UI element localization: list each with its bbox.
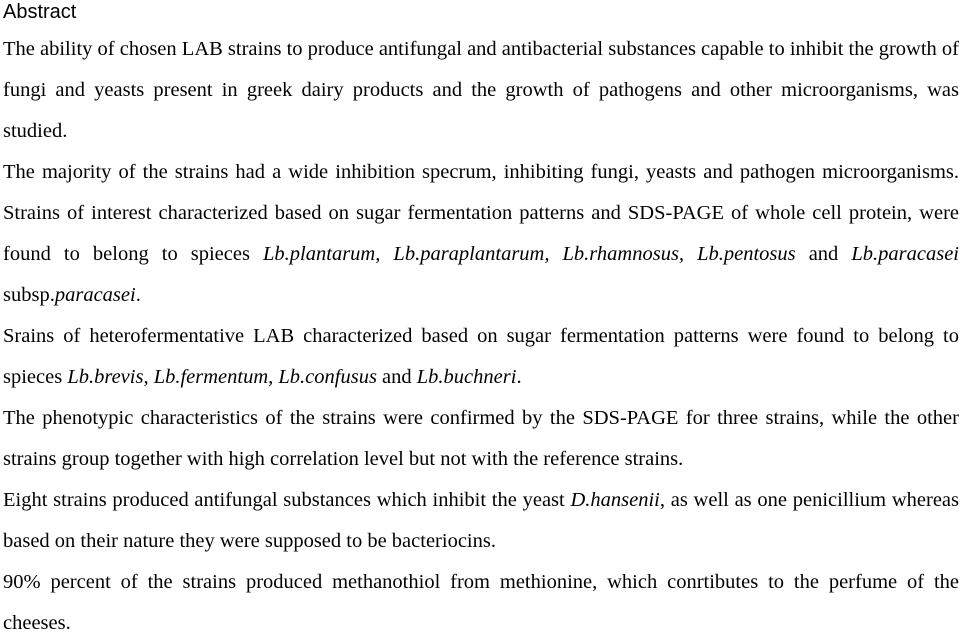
body-text: and [795, 243, 852, 265]
abstract-paragraph-4 [3, 398, 959, 480]
document-page [3, 0, 959, 644]
abstract-paragraph-5 [3, 480, 959, 562]
abstract-heading: Abstract [3, 1, 77, 23]
species-name-text: Lb.paracasei [851, 243, 959, 265]
species-name-text: Lb.brevis, Lb.fermentum, Lb.confusus [67, 366, 377, 388]
body-text: Srains of heterofermentative LAB characterized based on sugar fermentation patterns were found to belong to spieces [3, 325, 959, 388]
abstract-paragraph-6 [3, 562, 959, 644]
body-text: , as well as one penicillium whereas based on their nature they were supposed to be bacteriocins. [3, 489, 959, 552]
abstract-paragraph-2 [3, 152, 959, 316]
body-text: The majority of the strains had a wide inhibition specrum, inhibiting fungi, yeasts and pathogen microorganisms. Strains of interest characterized based on sugar fermentation patterns and SDS-PAGE of whole cell protein, were found to belong to spieces [3, 161, 959, 265]
species-name-text: Lb.buchneri [416, 366, 517, 388]
body-text: The phenotypic characteristics of the strains were confirmed by the SDS-PAGE for three strains, while the other strains group together with high correlation level but not with the reference strains. [3, 407, 959, 470]
species-name-text: paracasei [54, 284, 136, 306]
body-text: 90% percent of the strains produced methanothiol from methionine, which conrtibutes to the perfume of the cheeses. [3, 571, 959, 634]
abstract-paragraph-3 [3, 316, 959, 398]
body-text: . [516, 366, 522, 388]
body-text: and [376, 366, 417, 388]
body-text: Eight strains produced antifungal substances which inhibit the yeast [3, 489, 571, 511]
body-text: The ability of chosen LAB strains to produce antifungal and antibacterial substances capable to inhibit the growth of fungi and yeasts present in greek dairy products and the growth of pathogens and other microorganisms, was studied. [3, 38, 959, 142]
abstract-body [3, 29, 959, 644]
body-text: subsp. [3, 284, 55, 306]
abstract-paragraph-1 [3, 29, 959, 152]
body-text: . [135, 284, 141, 306]
species-name-text: Lb.plantarum, Lb.paraplantarum, Lb.rhamnosus, Lb.pentosus [263, 243, 796, 265]
species-name-text: D.hansenii [570, 489, 660, 511]
